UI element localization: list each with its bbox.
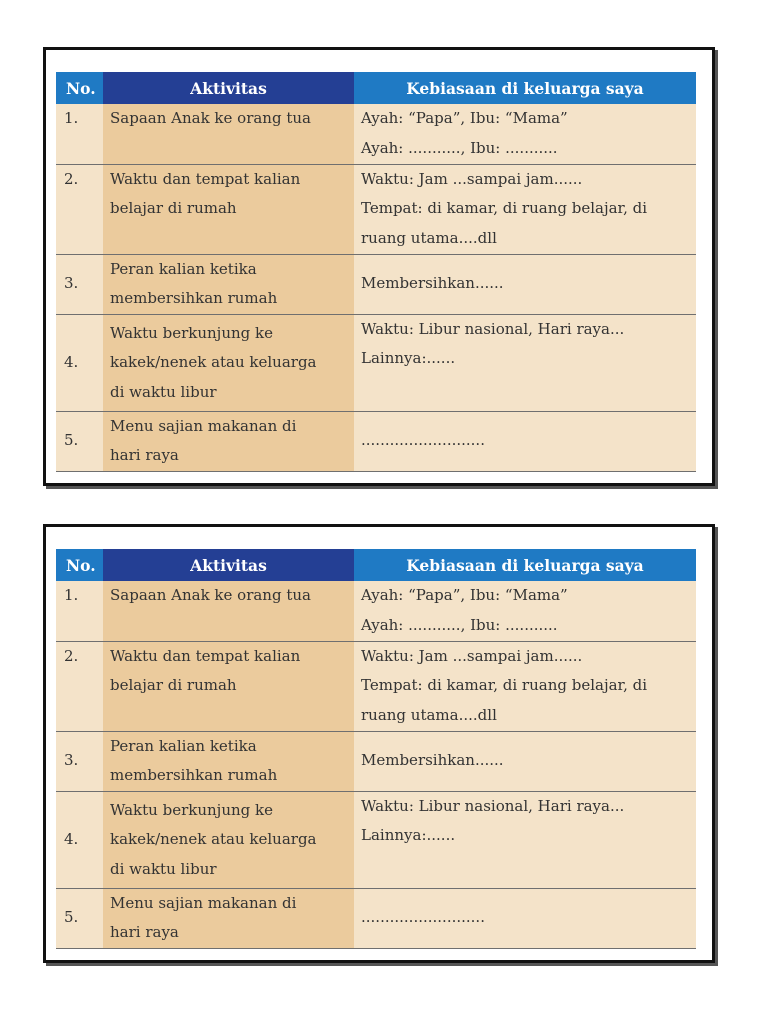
row-number: 5. xyxy=(56,411,103,471)
header-no: No. xyxy=(56,72,103,104)
activity-table-1 xyxy=(56,72,696,472)
table-row xyxy=(56,254,696,314)
habit-cell: .......................... xyxy=(354,411,696,471)
activity-cell: Menu sajian makanan di hari raya xyxy=(103,888,354,948)
table-row xyxy=(56,731,696,791)
row-number: 3. xyxy=(56,731,103,791)
table-row xyxy=(56,581,696,641)
habit-cell: Waktu: Jam ...sampai jam...... Tempat: di kamar, di ruang belajar, di ruang utama....dll xyxy=(354,641,696,731)
row-number: 4. xyxy=(56,314,103,411)
row-number: 3. xyxy=(56,254,103,314)
table-header-row xyxy=(56,72,696,104)
habit-cell: Membersihkan...... xyxy=(354,731,696,791)
header-no: No. xyxy=(56,549,103,581)
habit-cell: Waktu: Libur nasional, Hari raya... Lainnya:...... xyxy=(354,314,696,411)
activity-cell: Waktu dan tempat kalian belajar di rumah xyxy=(103,164,354,254)
activity-cell: Waktu berkunjung ke kakek/nenek atau keluarga di waktu libur xyxy=(103,314,354,411)
table-header-row xyxy=(56,549,696,581)
table-row xyxy=(56,411,696,471)
row-number: 2. xyxy=(56,641,103,731)
activity-cell: Waktu dan tempat kalian belajar di rumah xyxy=(103,641,354,731)
table-row xyxy=(56,641,696,731)
header-aktivitas: Aktivitas xyxy=(103,549,354,581)
row-number: 1. xyxy=(56,104,103,164)
header-kebiasaan: Kebiasaan di keluarga saya xyxy=(354,72,696,104)
table-row xyxy=(56,314,696,411)
table-row xyxy=(56,104,696,164)
activity-table-card-2 xyxy=(43,524,715,963)
habit-cell: Membersihkan...... xyxy=(354,254,696,314)
activity-cell: Sapaan Anak ke orang tua xyxy=(103,104,354,164)
activity-cell: Waktu berkunjung ke kakek/nenek atau keluarga di waktu libur xyxy=(103,791,354,888)
activity-table-2 xyxy=(56,549,696,949)
habit-cell: .......................... xyxy=(354,888,696,948)
header-aktivitas: Aktivitas xyxy=(103,72,354,104)
habit-cell: Waktu: Libur nasional, Hari raya... Lainnya:...... xyxy=(354,791,696,888)
habit-cell: Waktu: Jam ...sampai jam...... Tempat: di kamar, di ruang belajar, di ruang utama....dll xyxy=(354,164,696,254)
row-number: 5. xyxy=(56,888,103,948)
row-number: 2. xyxy=(56,164,103,254)
activity-table-card-1 xyxy=(43,47,715,486)
row-number: 1. xyxy=(56,581,103,641)
activity-cell: Menu sajian makanan di hari raya xyxy=(103,411,354,471)
activity-cell: Sapaan Anak ke orang tua xyxy=(103,581,354,641)
activity-cell: Peran kalian ketika membersihkan rumah xyxy=(103,254,354,314)
activity-cell: Peran kalian ketika membersihkan rumah xyxy=(103,731,354,791)
table-row xyxy=(56,791,696,888)
header-kebiasaan: Kebiasaan di keluarga saya xyxy=(354,549,696,581)
habit-cell: Ayah: “Papa”, Ibu: “Mama” Ayah: ..........., Ibu: ........... xyxy=(354,581,696,641)
table-row xyxy=(56,888,696,948)
row-number: 4. xyxy=(56,791,103,888)
habit-cell: Ayah: “Papa”, Ibu: “Mama” Ayah: ..........., Ibu: ........... xyxy=(354,104,696,164)
table-row xyxy=(56,164,696,254)
